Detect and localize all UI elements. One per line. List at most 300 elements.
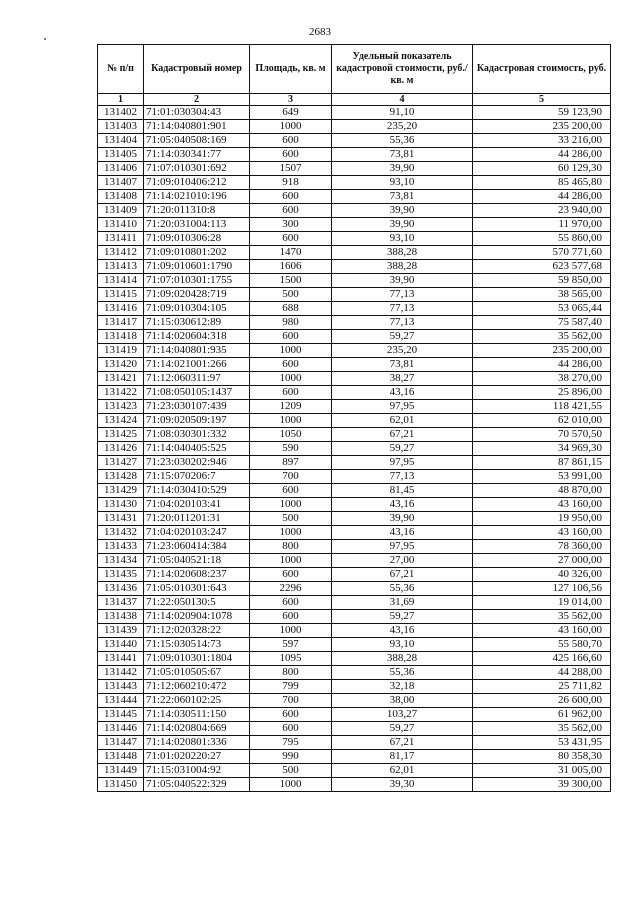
- cell-area: 600: [250, 596, 332, 610]
- table-row: [98, 344, 611, 358]
- cell-cadastral-number: 71:14:030511:150: [144, 708, 250, 722]
- cell-cadastral-number: 71:14:040801:935: [144, 344, 250, 358]
- cell-cadastral-cost: 43 160,00: [473, 498, 611, 512]
- cell-specific-value: 59,27: [332, 722, 473, 736]
- cell-cadastral-number: 71:20:011201:31: [144, 512, 250, 526]
- cell-row-number: 131418: [98, 330, 144, 344]
- cell-cadastral-cost: 44 288,00: [473, 666, 611, 680]
- cell-specific-value: 388,28: [332, 260, 473, 274]
- cell-cadastral-number: 71:09:010801:202: [144, 246, 250, 260]
- cell-cadastral-cost: 235 200,00: [473, 120, 611, 134]
- cell-row-number: 131428: [98, 470, 144, 484]
- table-row: [98, 526, 611, 540]
- cell-cadastral-cost: 38 565,00: [473, 288, 611, 302]
- cell-row-number: 131447: [98, 736, 144, 750]
- cell-cadastral-number: 71:09:010406:212: [144, 176, 250, 190]
- cell-specific-value: 32,18: [332, 680, 473, 694]
- cell-cadastral-number: 71:05:040508:169: [144, 134, 250, 148]
- cell-cadastral-number: 71:15:031004:92: [144, 764, 250, 778]
- cell-row-number: 131436: [98, 582, 144, 596]
- cell-area: 1470: [250, 246, 332, 260]
- cell-cadastral-cost: 48 870,00: [473, 484, 611, 498]
- cell-cadastral-number: 71:09:010304:105: [144, 302, 250, 316]
- table-row: [98, 512, 611, 526]
- cell-area: 1606: [250, 260, 332, 274]
- cell-specific-value: 39,90: [332, 274, 473, 288]
- table-row: [98, 610, 611, 624]
- cell-area: 590: [250, 442, 332, 456]
- cell-specific-value: 103,27: [332, 708, 473, 722]
- table-row: [98, 582, 611, 596]
- table-row: [98, 232, 611, 246]
- cell-area: 500: [250, 288, 332, 302]
- cell-area: 1209: [250, 400, 332, 414]
- column-number: 1: [98, 94, 144, 106]
- cell-cadastral-cost: 53 991,00: [473, 470, 611, 484]
- cell-row-number: 131406: [98, 162, 144, 176]
- cell-row-number: 131442: [98, 666, 144, 680]
- cell-specific-value: 235,20: [332, 344, 473, 358]
- cell-cadastral-cost: 39 300,00: [473, 778, 611, 792]
- table-row: [98, 540, 611, 554]
- table-header-row: [98, 45, 611, 94]
- cell-cadastral-cost: 40 326,00: [473, 568, 611, 582]
- cell-specific-value: 77,13: [332, 288, 473, 302]
- table-row: [98, 568, 611, 582]
- table-row: [98, 386, 611, 400]
- cell-area: 2296: [250, 582, 332, 596]
- cell-area: 300: [250, 218, 332, 232]
- table-row: [98, 722, 611, 736]
- cell-cadastral-cost: 19 014,00: [473, 596, 611, 610]
- cell-cadastral-number: 71:14:030341:77: [144, 148, 250, 162]
- cell-specific-value: 77,13: [332, 316, 473, 330]
- cell-cadastral-cost: 23 940,00: [473, 204, 611, 218]
- cell-row-number: 131430: [98, 498, 144, 512]
- cell-specific-value: 39,30: [332, 778, 473, 792]
- cell-specific-value: 73,81: [332, 190, 473, 204]
- cell-row-number: 131443: [98, 680, 144, 694]
- cell-cadastral-cost: 53 431,95: [473, 736, 611, 750]
- cell-cadastral-cost: 85 465,80: [473, 176, 611, 190]
- cell-row-number: 131405: [98, 148, 144, 162]
- cell-area: 600: [250, 484, 332, 498]
- cell-area: 700: [250, 470, 332, 484]
- table-row: [98, 638, 611, 652]
- cell-cadastral-cost: 35 562,00: [473, 722, 611, 736]
- cell-row-number: 131448: [98, 750, 144, 764]
- cell-cadastral-number: 71:05:010505:67: [144, 666, 250, 680]
- cell-area: 1000: [250, 778, 332, 792]
- table-row: [98, 764, 611, 778]
- cell-area: 600: [250, 204, 332, 218]
- cell-row-number: 131431: [98, 512, 144, 526]
- scan-speck: [44, 38, 46, 40]
- cell-cadastral-cost: 34 969,30: [473, 442, 611, 456]
- cell-cadastral-cost: 33 216,00: [473, 134, 611, 148]
- table-row: [98, 330, 611, 344]
- cell-cadastral-cost: 27 000,00: [473, 554, 611, 568]
- cell-row-number: 131408: [98, 190, 144, 204]
- cell-cadastral-number: 71:09:010601:1790: [144, 260, 250, 274]
- cell-specific-value: 55,36: [332, 666, 473, 680]
- cell-cadastral-number: 71:14:020804:669: [144, 722, 250, 736]
- cell-cadastral-number: 71:14:020608:237: [144, 568, 250, 582]
- cell-cadastral-number: 71:23:060414:384: [144, 540, 250, 554]
- cell-area: 600: [250, 568, 332, 582]
- cell-specific-value: 67,21: [332, 568, 473, 582]
- cell-cadastral-number: 71:20:031004:113: [144, 218, 250, 232]
- cell-cadastral-number: 71:20:011310:8: [144, 204, 250, 218]
- table-row: [98, 624, 611, 638]
- header-specific-value: Удельный показатель кадастровой стоимости, руб./кв. м: [332, 45, 473, 94]
- cell-cadastral-cost: 87 861,15: [473, 456, 611, 470]
- cell-area: 700: [250, 694, 332, 708]
- cell-cadastral-cost: 78 360,00: [473, 540, 611, 554]
- cell-cadastral-cost: 62 010,00: [473, 414, 611, 428]
- cell-cadastral-number: 71:12:060210:472: [144, 680, 250, 694]
- cell-area: 799: [250, 680, 332, 694]
- cell-cadastral-cost: 44 286,00: [473, 148, 611, 162]
- cell-area: 980: [250, 316, 332, 330]
- cell-cadastral-number: 71:14:020904:1078: [144, 610, 250, 624]
- cell-cadastral-number: 71:15:030514:73: [144, 638, 250, 652]
- cell-cadastral-number: 71:15:070206:7: [144, 470, 250, 484]
- cell-specific-value: 39,90: [332, 162, 473, 176]
- cell-specific-value: 39,90: [332, 218, 473, 232]
- cell-row-number: 131409: [98, 204, 144, 218]
- cell-row-number: 131415: [98, 288, 144, 302]
- cell-cadastral-cost: 26 600,00: [473, 694, 611, 708]
- table-row: [98, 204, 611, 218]
- cell-cadastral-cost: 623 577,68: [473, 260, 611, 274]
- cell-cadastral-number: 71:04:020103:247: [144, 526, 250, 540]
- cell-area: 597: [250, 638, 332, 652]
- table-row: [98, 218, 611, 232]
- cell-cadastral-cost: 19 950,00: [473, 512, 611, 526]
- cell-specific-value: 59,27: [332, 610, 473, 624]
- cell-area: 1507: [250, 162, 332, 176]
- cell-specific-value: 43,16: [332, 624, 473, 638]
- cell-row-number: 131404: [98, 134, 144, 148]
- cell-cadastral-number: 71:07:010301:1755: [144, 274, 250, 288]
- cell-row-number: 131424: [98, 414, 144, 428]
- table-row: [98, 148, 611, 162]
- cell-cadastral-number: 71:22:050130:5: [144, 596, 250, 610]
- cell-row-number: 131411: [98, 232, 144, 246]
- cell-cadastral-number: 71:09:020509:197: [144, 414, 250, 428]
- cell-area: 1000: [250, 554, 332, 568]
- cell-specific-value: 93,10: [332, 176, 473, 190]
- cell-row-number: 131402: [98, 106, 144, 120]
- cell-cadastral-number: 71:05:010301:643: [144, 582, 250, 596]
- cell-cadastral-cost: 61 962,00: [473, 708, 611, 722]
- cell-area: 1000: [250, 120, 332, 134]
- cell-area: 600: [250, 134, 332, 148]
- table-row: [98, 442, 611, 456]
- cell-area: 688: [250, 302, 332, 316]
- cell-specific-value: 73,81: [332, 358, 473, 372]
- cell-specific-value: 67,21: [332, 736, 473, 750]
- table-row: [98, 694, 611, 708]
- cell-cadastral-number: 71:01:030304:43: [144, 106, 250, 120]
- cell-specific-value: 77,13: [332, 470, 473, 484]
- table-row: [98, 414, 611, 428]
- cell-row-number: 131434: [98, 554, 144, 568]
- cell-cadastral-number: 71:08:030301:332: [144, 428, 250, 442]
- table-row: [98, 652, 611, 666]
- cell-specific-value: 73,81: [332, 148, 473, 162]
- cell-area: 1000: [250, 498, 332, 512]
- table-row: [98, 596, 611, 610]
- cell-specific-value: 93,10: [332, 232, 473, 246]
- cell-cadastral-number: 71:05:040521:18: [144, 554, 250, 568]
- cell-cadastral-number: 71:12:020328:22: [144, 624, 250, 638]
- cell-cadastral-number: 71:23:030107:439: [144, 400, 250, 414]
- cell-specific-value: 91,10: [332, 106, 473, 120]
- cell-row-number: 131416: [98, 302, 144, 316]
- cell-specific-value: 39,90: [332, 204, 473, 218]
- cell-cadastral-cost: 44 286,00: [473, 358, 611, 372]
- cell-cadastral-cost: 55 580,70: [473, 638, 611, 652]
- cell-area: 1000: [250, 624, 332, 638]
- cell-area: 795: [250, 736, 332, 750]
- cell-area: 1000: [250, 344, 332, 358]
- cell-specific-value: 97,95: [332, 540, 473, 554]
- cell-area: 600: [250, 708, 332, 722]
- table-row: [98, 750, 611, 764]
- table-row: [98, 456, 611, 470]
- cell-cadastral-number: 71:14:021001:266: [144, 358, 250, 372]
- cell-area: 649: [250, 106, 332, 120]
- cell-area: 600: [250, 610, 332, 624]
- header-area: Площадь, кв. м: [250, 45, 332, 94]
- table-body: [98, 106, 611, 792]
- cell-specific-value: 62,01: [332, 764, 473, 778]
- cell-cadastral-cost: 235 200,00: [473, 344, 611, 358]
- cell-cadastral-cost: 55 860,00: [473, 232, 611, 246]
- cell-cadastral-cost: 570 771,60: [473, 246, 611, 260]
- cell-area: 1050: [250, 428, 332, 442]
- table-row: [98, 274, 611, 288]
- table-row: [98, 176, 611, 190]
- cell-row-number: 131419: [98, 344, 144, 358]
- cell-specific-value: 27,00: [332, 554, 473, 568]
- cell-row-number: 131439: [98, 624, 144, 638]
- table-row: [98, 120, 611, 134]
- column-number: 2: [144, 94, 250, 106]
- table-row: [98, 736, 611, 750]
- cell-cadastral-number: 71:05:040522:329: [144, 778, 250, 792]
- cell-area: 800: [250, 540, 332, 554]
- table-row: [98, 484, 611, 498]
- cell-cadastral-number: 71:14:040405:525: [144, 442, 250, 456]
- cell-cadastral-cost: 25 711,82: [473, 680, 611, 694]
- cell-cadastral-cost: 38 270,00: [473, 372, 611, 386]
- cell-cadastral-cost: 60 129,30: [473, 162, 611, 176]
- cell-area: 800: [250, 666, 332, 680]
- table-row: [98, 316, 611, 330]
- cell-area: 1000: [250, 414, 332, 428]
- cell-specific-value: 77,13: [332, 302, 473, 316]
- table-row: [98, 498, 611, 512]
- cell-cadastral-number: 71:09:020428:719: [144, 288, 250, 302]
- cell-cadastral-number: 71:14:020801:336: [144, 736, 250, 750]
- page-number: 2683: [309, 26, 331, 38]
- cell-cadastral-number: 71:04:020103:41: [144, 498, 250, 512]
- cell-row-number: 131413: [98, 260, 144, 274]
- cell-cadastral-number: 71:09:010306:28: [144, 232, 250, 246]
- header-cadastral-number: Кадастровый номер: [144, 45, 250, 94]
- cell-row-number: 131422: [98, 386, 144, 400]
- cell-specific-value: 97,95: [332, 400, 473, 414]
- cell-row-number: 131435: [98, 568, 144, 582]
- table-row: [98, 288, 611, 302]
- cell-cadastral-cost: 35 562,00: [473, 330, 611, 344]
- cell-row-number: 131445: [98, 708, 144, 722]
- cell-row-number: 131407: [98, 176, 144, 190]
- cell-cadastral-number: 71:12:060311:97: [144, 372, 250, 386]
- cell-row-number: 131421: [98, 372, 144, 386]
- cell-area: 897: [250, 456, 332, 470]
- cell-cadastral-cost: 11 970,00: [473, 218, 611, 232]
- column-number: 5: [473, 94, 611, 106]
- cell-row-number: 131426: [98, 442, 144, 456]
- cell-row-number: 131432: [98, 526, 144, 540]
- table-row: [98, 470, 611, 484]
- table-row: [98, 554, 611, 568]
- cell-cadastral-number: 71:14:020604:318: [144, 330, 250, 344]
- cell-cadastral-cost: 43 160,00: [473, 624, 611, 638]
- cell-area: 1000: [250, 526, 332, 540]
- cell-cadastral-number: 71:22:060102:25: [144, 694, 250, 708]
- table-row: [98, 400, 611, 414]
- cell-specific-value: 235,20: [332, 120, 473, 134]
- header-cadastral-cost: Кадастровая стоимость, руб.: [473, 45, 611, 94]
- cell-specific-value: 43,16: [332, 498, 473, 512]
- column-number: 4: [332, 94, 473, 106]
- table-row: [98, 708, 611, 722]
- cell-area: 600: [250, 386, 332, 400]
- cell-area: 600: [250, 330, 332, 344]
- cell-cadastral-cost: 43 160,00: [473, 526, 611, 540]
- cell-specific-value: 59,27: [332, 442, 473, 456]
- table-row: [98, 302, 611, 316]
- cell-specific-value: 67,21: [332, 428, 473, 442]
- table-row: [98, 428, 611, 442]
- cell-row-number: 131437: [98, 596, 144, 610]
- cell-cadastral-cost: 75 587,40: [473, 316, 611, 330]
- cell-row-number: 131414: [98, 274, 144, 288]
- table-row: [98, 666, 611, 680]
- cell-row-number: 131450: [98, 778, 144, 792]
- cell-area: 1000: [250, 372, 332, 386]
- cell-cadastral-cost: 35 562,00: [473, 610, 611, 624]
- cell-row-number: 131433: [98, 540, 144, 554]
- cell-specific-value: 43,16: [332, 386, 473, 400]
- cell-cadastral-cost: 80 358,30: [473, 750, 611, 764]
- cell-area: 500: [250, 764, 332, 778]
- cell-cadastral-cost: 25 896,00: [473, 386, 611, 400]
- cell-cadastral-number: 71:23:030202:946: [144, 456, 250, 470]
- cell-cadastral-cost: 31 005,00: [473, 764, 611, 778]
- cell-area: 1095: [250, 652, 332, 666]
- cell-cadastral-number: 71:08:050105:1437: [144, 386, 250, 400]
- cell-cadastral-cost: 53 065,44: [473, 302, 611, 316]
- table-row: [98, 246, 611, 260]
- cell-area: 600: [250, 148, 332, 162]
- cell-row-number: 131417: [98, 316, 144, 330]
- cell-specific-value: 62,01: [332, 414, 473, 428]
- table-row: [98, 106, 611, 120]
- cell-row-number: 131438: [98, 610, 144, 624]
- cell-area: 600: [250, 190, 332, 204]
- cell-specific-value: 38,27: [332, 372, 473, 386]
- cell-area: 990: [250, 750, 332, 764]
- table-row: [98, 358, 611, 372]
- cell-area: 600: [250, 358, 332, 372]
- table-row: [98, 260, 611, 274]
- cell-row-number: 131446: [98, 722, 144, 736]
- cell-specific-value: 55,36: [332, 582, 473, 596]
- cell-specific-value: 81,45: [332, 484, 473, 498]
- cell-row-number: 131449: [98, 764, 144, 778]
- cell-row-number: 131412: [98, 246, 144, 260]
- cell-row-number: 131427: [98, 456, 144, 470]
- cell-row-number: 131440: [98, 638, 144, 652]
- cell-row-number: 131403: [98, 120, 144, 134]
- cell-row-number: 131429: [98, 484, 144, 498]
- cell-cadastral-cost: 118 421,55: [473, 400, 611, 414]
- table-row: [98, 778, 611, 792]
- cell-cadastral-number: 71:01:020220:27: [144, 750, 250, 764]
- cell-area: 600: [250, 232, 332, 246]
- cell-cadastral-number: 71:14:021010:196: [144, 190, 250, 204]
- cell-cadastral-number: 71:14:040801:901: [144, 120, 250, 134]
- table-row: [98, 190, 611, 204]
- table-row: [98, 680, 611, 694]
- cell-cadastral-cost: 70 570,50: [473, 428, 611, 442]
- cell-specific-value: 59,27: [332, 330, 473, 344]
- cell-cadastral-cost: 59 850,00: [473, 274, 611, 288]
- cell-specific-value: 55,36: [332, 134, 473, 148]
- cell-area: 1500: [250, 274, 332, 288]
- cell-specific-value: 81,17: [332, 750, 473, 764]
- cell-specific-value: 31,69: [332, 596, 473, 610]
- cell-cadastral-number: 71:09:010301:1804: [144, 652, 250, 666]
- cell-area: 600: [250, 722, 332, 736]
- table-row: [98, 134, 611, 148]
- cell-cadastral-number: 71:07:010301:692: [144, 162, 250, 176]
- column-number: 3: [250, 94, 332, 106]
- cell-row-number: 131441: [98, 652, 144, 666]
- header-row-number: № п/п: [98, 45, 144, 94]
- cell-area: 918: [250, 176, 332, 190]
- cell-specific-value: 388,28: [332, 246, 473, 260]
- cell-specific-value: 38,00: [332, 694, 473, 708]
- cell-row-number: 131444: [98, 694, 144, 708]
- cell-specific-value: 43,16: [332, 526, 473, 540]
- cadastral-value-table: [97, 44, 611, 792]
- cell-row-number: 131410: [98, 218, 144, 232]
- column-number-row: [98, 94, 611, 106]
- cell-cadastral-number: 71:15:030612:89: [144, 316, 250, 330]
- cell-specific-value: 93,10: [332, 638, 473, 652]
- cell-row-number: 131425: [98, 428, 144, 442]
- cell-area: 500: [250, 512, 332, 526]
- cell-cadastral-cost: 44 286,00: [473, 190, 611, 204]
- cell-cadastral-cost: 59 123,90: [473, 106, 611, 120]
